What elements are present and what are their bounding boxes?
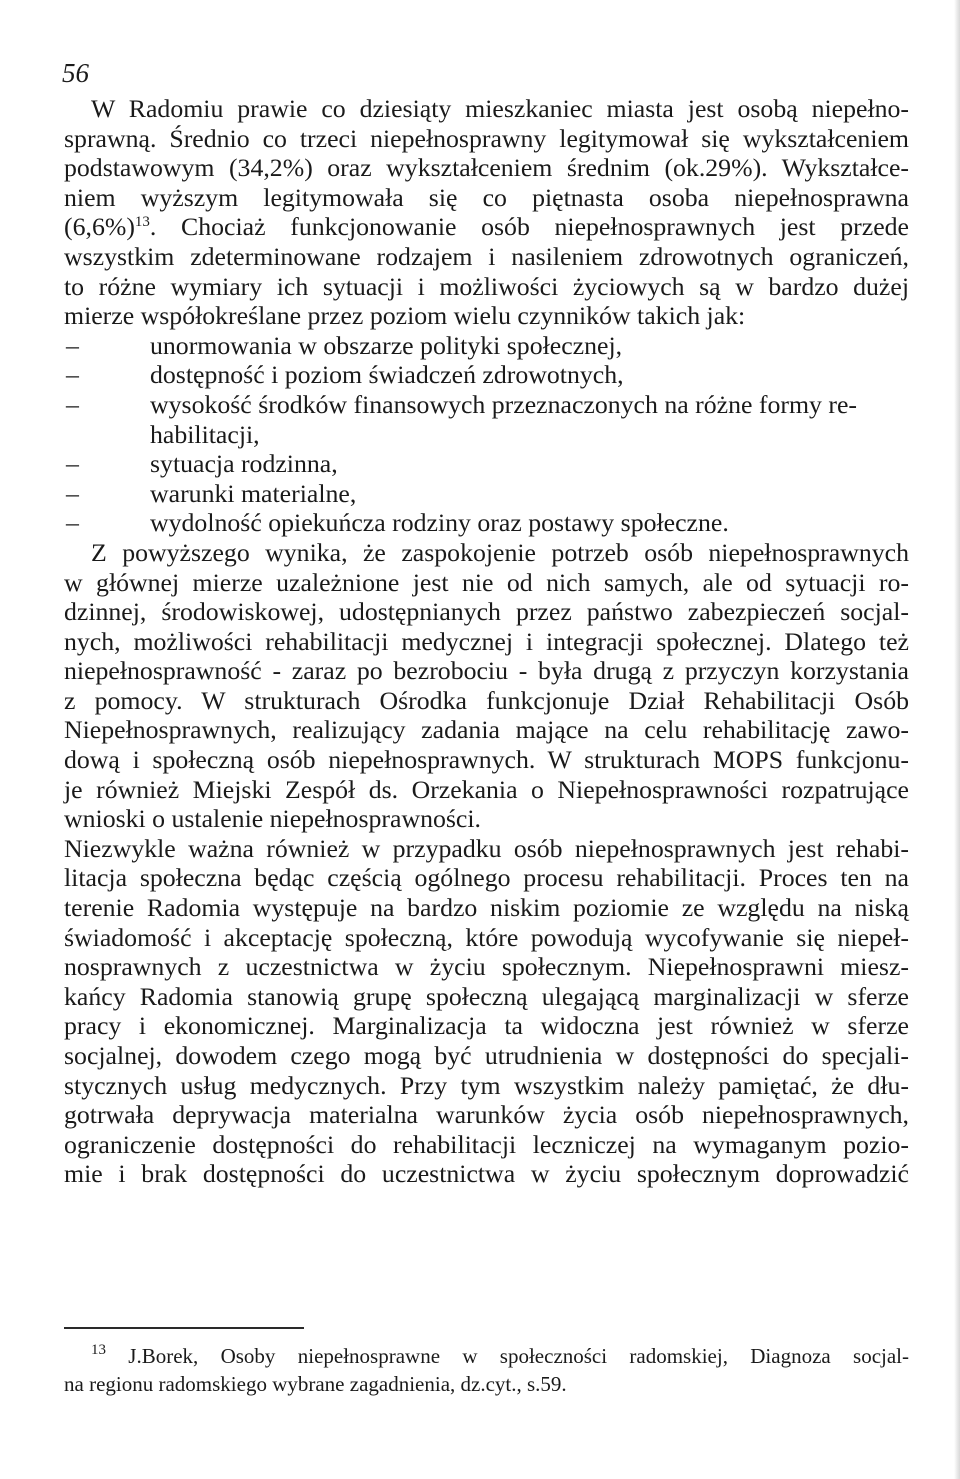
dash-bullet: –	[66, 360, 79, 390]
body-line: wnioski o ustalenie niepełnosprawności.	[64, 804, 481, 834]
body-line: nych, możliwości rehabilitacji medycznej i integracji społecznej. Dlatego też	[64, 626, 909, 656]
percentage-text: (6,6%)	[64, 212, 135, 242]
footnote-line	[64, 1342, 909, 1370]
body-line: z pomocy. W strukturach Ośrodka funkcjonuje Dział Rehabilitacji Osób	[64, 685, 909, 715]
list-item	[64, 479, 909, 509]
body-line: litacja społeczna będąc częścią ogólnego procesu rehabilitacji. Proces ten na	[64, 863, 909, 893]
body-line: niepełnosprawność - zaraz po bezrobociu - była drugą z przyczyn korzystania	[64, 656, 909, 686]
footnote	[64, 1342, 909, 1398]
page-number: 56	[62, 58, 89, 88]
list-item	[64, 449, 909, 479]
body-line: dzinnej, środowiskowej, udostępnianych przez państwo zabezpieczeń socjal-	[64, 597, 909, 627]
footnote-divider	[64, 1327, 304, 1329]
list-item-text: warunki materialne,	[150, 478, 357, 508]
body-line: świadomość i akceptację społeczną, które powodują wycofywanie się niepeł-	[64, 922, 909, 952]
scan-edge-shadow	[954, 0, 960, 1479]
list-item-text: dostępność i poziom świadczeń zdrowotnych,	[150, 360, 624, 390]
dash-bullet: –	[66, 449, 79, 479]
body-line-with-footnote	[64, 212, 909, 242]
body-line: kańcy Radomia stanowią grupę społeczną ulegającą marginalizacji w sferze	[64, 981, 909, 1011]
body-line: nosprawnych z uczestnictwa w życiu społecznym. Niepełnosprawni miesz-	[64, 952, 909, 982]
body-line: ograniczenie dostępności do rehabilitacji leczniczej na wymaganym pozio-	[64, 1129, 909, 1159]
body-line: to różne wymiary ich sytuacji i możliwości życiowych są w bardzo dużej	[64, 271, 909, 301]
footnote-reference[interactable]: 13	[134, 214, 150, 231]
footnote-line: na regionu radomskiego wybrane zagadnienia, dz.cyt., s.59.	[64, 1372, 567, 1396]
list-item	[64, 360, 909, 390]
body-line: Z powyższego wynika, że zaspokojenie potrzeb osób niepełnosprawnych	[91, 537, 909, 567]
body-line: podstawowym (34,2%) oraz wykształceniem średnim (ok.29%). Wykształce-	[64, 153, 909, 183]
body-line: socjalnej, dowodem czego mogą być utrudnienia w dostępności do specjali-	[64, 1041, 909, 1070]
list-item-text: sytuacja rodzinna,	[150, 449, 338, 479]
body-line: W Radomiu prawie co dziesiąty mieszkaniec miasta jest osobą niepełno-	[91, 94, 909, 123]
body-line: w głównej mierze uzależnione jest nie od nich samych, ale od sytuacji ro-	[64, 567, 909, 597]
body-line: Niepełnosprawnych, realizujący zadania mające na celu rehabilitację zawo-	[64, 715, 909, 745]
body-text: . Chociaż funkcjonowanie osób niepełnosprawnych jest przede	[149, 212, 909, 242]
dash-bullet: –	[66, 330, 79, 360]
list-item-text: wydolność opiekuńcza rodziny oraz postawy społeczne.	[150, 508, 729, 538]
footnote-number: 13	[91, 1342, 106, 1358]
list-item-text: wysokość środków finansowych przeznaczonych na różne formy re-	[150, 389, 858, 419]
body-line: stycznych usług medycznych. Przy tym wszystkim należy pamiętać, że dłu-	[64, 1070, 909, 1100]
body-line: niem wyższym legitymowała się co piętnasta osoba niepełnosprawna	[64, 182, 909, 212]
list-item-text: unormowania w obszarze polityki społecznej,	[150, 330, 623, 360]
body-line: dową i społeczną osób niepełnosprawnych. W strukturach MOPS funkcjonu-	[64, 745, 909, 775]
body-line: terenie Radomia występuje na bardzo niskim poziomie ze względu na niską	[64, 893, 909, 923]
dash-bullet: –	[66, 508, 79, 538]
body-line: mie i brak dostępności do uczestnictwa w życiu społecznym doprowadzić	[64, 1159, 909, 1189]
dash-bullet: –	[66, 478, 79, 508]
body-line: wszystkim zdeterminowane rodzajem i nasileniem zdrowotnych ograniczeń,	[64, 241, 909, 271]
list-item	[64, 508, 909, 538]
list-item	[64, 390, 909, 420]
dash-bullet: –	[66, 389, 79, 419]
list-item-continuation: habilitacji,	[150, 419, 260, 449]
list-item	[64, 331, 909, 361]
body-line: gotrwała deprywacja materialna warunków życia osób niepełnosprawnych,	[64, 1100, 909, 1130]
main-text	[64, 94, 909, 1189]
body-line: mierze współokreślane przez poziom wielu czynników takich jak:	[64, 301, 746, 331]
footnote-text: J.Borek, Osoby niepełnosprawne w społeczności radomskiej, Diagnoza socjal-	[106, 1344, 909, 1368]
body-line: Niezwykle ważna również w przypadku osób niepełnosprawnych jest rehabi-	[64, 833, 909, 863]
body-line: pracy i ekonomicznej. Marginalizacja ta widoczna jest również w sferze	[64, 1011, 909, 1041]
body-line: je również Miejski Zespół ds. Orzekania o Niepełnosprawności rozpatrujące	[64, 774, 909, 804]
body-line: sprawną. Średnio co trzeci niepełnosprawny legitymował się wykształceniem	[64, 123, 909, 153]
